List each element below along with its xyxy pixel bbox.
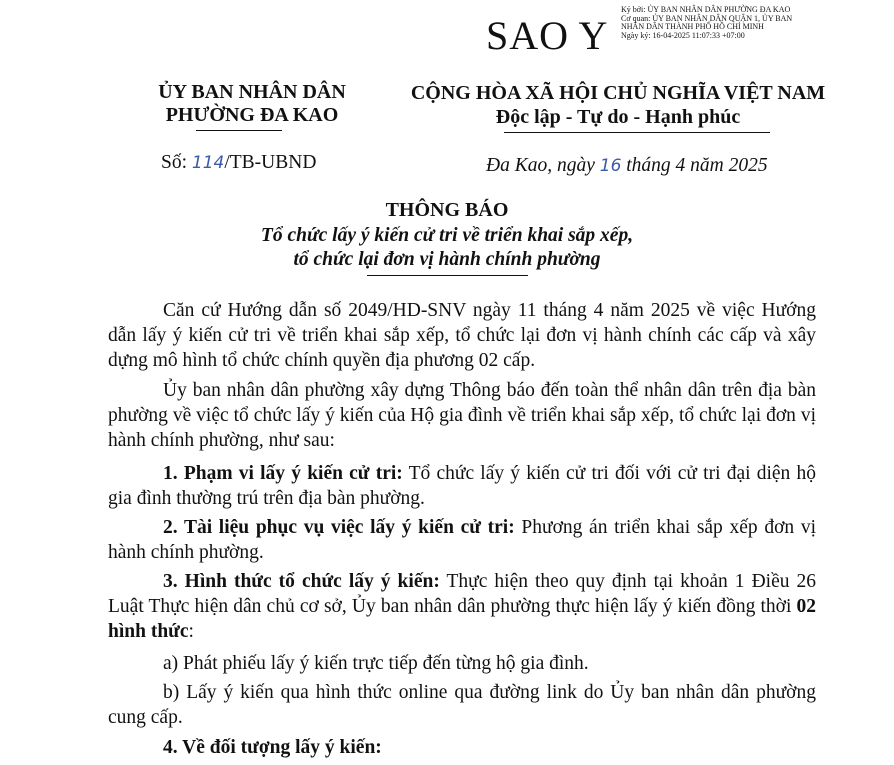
document-title: THÔNG BÁO: [385, 199, 509, 221]
section-heading: 2. Tài liệu phục vụ việc lấy ý kiến cử tri:: [163, 517, 515, 538]
digital-signature-info: [621, 6, 796, 40]
section-1-scope: [108, 461, 816, 511]
section-3-item-b: [108, 680, 816, 730]
org-name-line1: ỦY BAN NHÂN DÂN: [158, 81, 346, 103]
document-number: [161, 150, 316, 176]
section-text: Phương án triển khai sắp xếp đơn vị hành chính phường.: [108, 517, 816, 563]
section-2-documents: [108, 515, 816, 565]
org-underline: [196, 130, 282, 131]
subtitle-underline: [367, 275, 528, 276]
list-item: b) Lấy ý kiến qua hình thức online qua đường link do Ủy ban nhân dân phường cung cấp.: [108, 682, 816, 728]
signature-signer: Ký bởi: ỦY BAN NHÂN DÂN PHƯỜNG ĐA KAO: [621, 5, 791, 14]
paragraph-legal-basis: [108, 298, 816, 373]
place-suffix: tháng 4 năm 2025: [626, 155, 768, 176]
org-name-line2: PHƯỜNG ĐA KAO: [165, 104, 339, 126]
day-handwritten: 16: [599, 156, 622, 176]
section-heading: 3. Hình thức tổ chức lấy ý kiến:: [163, 571, 440, 592]
document-subtitle-line2: tổ chức lại đơn vị hành chính phường: [293, 249, 601, 270]
section-heading: 4. Về đối tượng lấy ý kiến:: [163, 737, 382, 758]
motto-underline: [504, 132, 770, 133]
section-text: Thực hiện theo quy định tại khoản 1 Điều 26 Luật Thực hiện dân chủ cơ sở, Ủy ban nhân dân phường thực hiện lấy ý kiến đồng thời: [108, 571, 817, 617]
paragraph-intro: [108, 378, 816, 453]
doc-no-handwritten: 114: [191, 153, 225, 173]
document-subtitle-line1: Tổ chức lấy ý kiến cử tri về triển khai sắp xếp,: [260, 225, 634, 246]
signature-date: Ngày ký: 16-04-2025 11:07:33 +07:00: [621, 30, 745, 40]
stamp-title: SAO Y: [486, 13, 609, 58]
section-3-item-a: [108, 651, 816, 676]
section-text: Tổ chức lấy ý kiến cử tri đối với cử tri đại diện hộ gia đình thường trú trên địa bàn phường.: [108, 463, 816, 509]
paragraph-text: Ủy ban nhân dân phường xây dựng Thông báo đến toàn thể nhân dân trên địa bàn phường về việc tổ chức lấy ý kiến của Hộ gia đình về triển khai sắp xếp, tổ chức lại đơn vị hành chính phường, như sau:: [108, 380, 816, 451]
place-date: [486, 153, 768, 179]
nation-title: CỘNG HÒA XÃ HỘI CHỦ NGHĨA VIỆT NAM: [410, 82, 826, 104]
section-3-form: [108, 569, 816, 644]
section-text-end: :: [188, 621, 194, 642]
list-item: a) Phát phiếu lấy ý kiến trực tiếp đến từng hộ gia đình.: [163, 653, 589, 674]
doc-no-prefix: Số:: [161, 152, 188, 173]
section-heading: 1. Phạm vi lấy ý kiến cử tri:: [163, 463, 403, 484]
signature-agency: Cơ quan: ỦY BAN NHÂN DÂN QUẬN 1, ỦY BAN NHÂN DÂN THÀNH PHỐ HỒ CHÍ MINH: [621, 13, 793, 32]
doc-no-suffix: /TB-UBND: [224, 152, 317, 173]
national-motto: Độc lập - Tự do - Hạnh phúc: [495, 106, 741, 128]
place-prefix: Đa Kao, ngày: [486, 155, 595, 176]
paragraph-text: Căn cứ Hướng dẫn số 2049/HD-SNV ngày 11 tháng 4 năm 2025 về việc Hướng dẫn lấy ý kiến cử tri về triển khai sắp xếp, tổ chức lại đơn vị hành chính các cấp và xây dựng mô hình tổ chức chính quyền địa phương 02 cấp.: [108, 300, 816, 371]
section-bold-text: 02 hình thức: [108, 596, 816, 642]
section-4-subjects: [108, 735, 816, 760]
